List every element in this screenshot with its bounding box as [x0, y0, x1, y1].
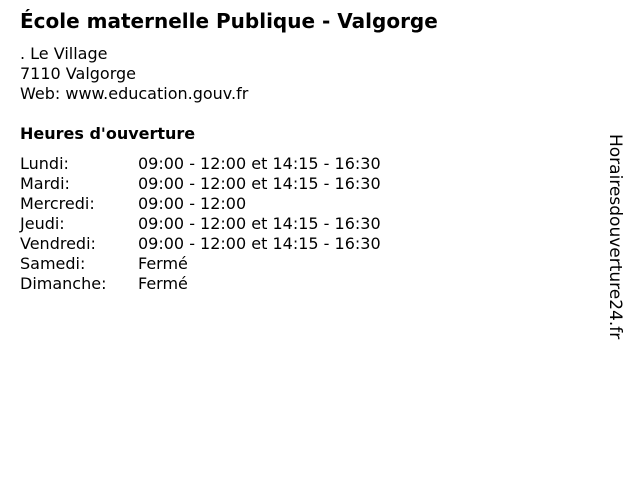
day-label: Vendredi: [20, 234, 96, 253]
hours-row-thursday [20, 214, 381, 234]
hours-row-tuesday [20, 174, 381, 194]
time-value: Fermé [138, 274, 188, 293]
time-value: 09:00 - 12:00 et 14:15 - 16:30 [138, 154, 381, 173]
time-value: Fermé [138, 254, 188, 273]
page-title: École maternelle Publique - Valgorge [20, 9, 438, 33]
address-city: 7110 Valgorge [20, 64, 136, 83]
time-value: 09:00 - 12:00 et 14:15 - 16:30 [138, 214, 381, 233]
day-label: Dimanche: [20, 274, 107, 293]
hours-table [20, 154, 381, 294]
day-label: Mercredi: [20, 194, 95, 213]
hours-row-wednesday [20, 194, 381, 214]
time-value: 09:00 - 12:00 et 14:15 - 16:30 [138, 234, 381, 253]
hours-row-sunday [20, 274, 381, 294]
hours-row-friday [20, 234, 381, 254]
site-watermark: Horairesdouverture24.fr [605, 134, 625, 340]
day-label: Lundi: [20, 154, 69, 173]
time-value: 09:00 - 12:00 [138, 194, 247, 213]
address-website: Web: www.education.gouv.fr [20, 84, 249, 103]
hours-row-monday [20, 154, 381, 174]
time-value: 09:00 - 12:00 et 14:15 - 16:30 [138, 174, 381, 193]
day-label: Samedi: [20, 254, 86, 273]
day-label: Jeudi: [20, 214, 65, 233]
hours-row-saturday [20, 254, 381, 274]
day-label: Mardi: [20, 174, 70, 193]
address-street: . Le Village [20, 44, 108, 63]
address-block [20, 44, 248, 104]
hours-heading: Heures d'ouverture [20, 124, 196, 143]
